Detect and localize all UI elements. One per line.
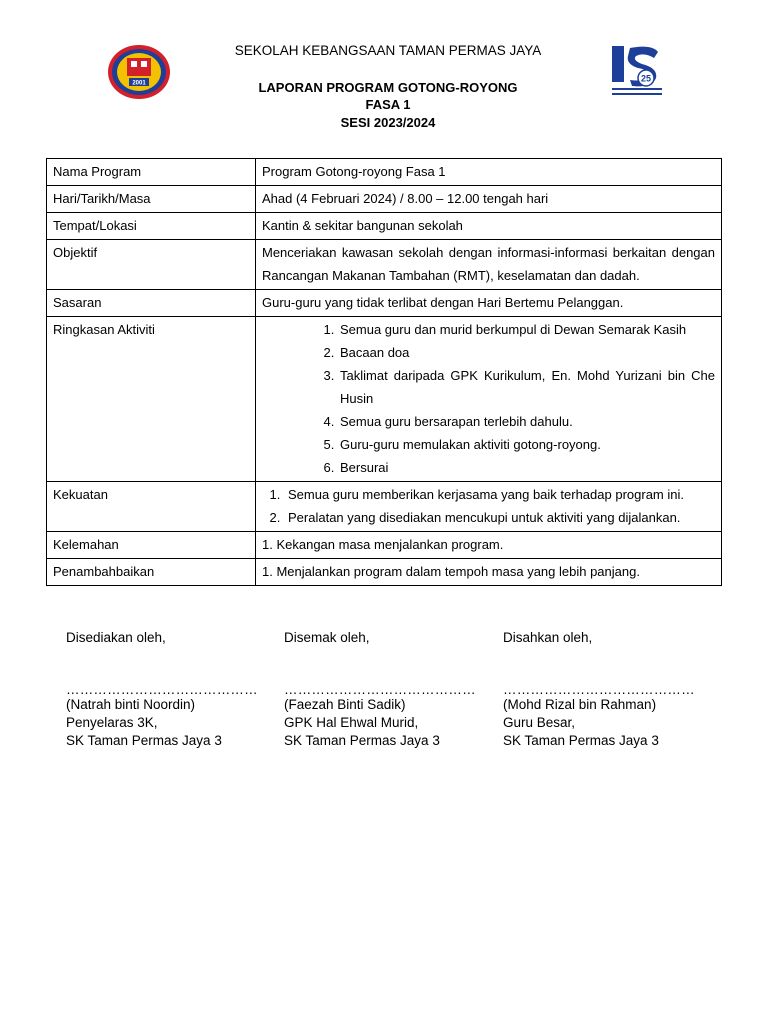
row-value: Kantin & sekitar bangunan sekolah bbox=[256, 213, 722, 240]
list-item: 2. Bacaan doa bbox=[338, 341, 715, 364]
document-header bbox=[0, 0, 768, 150]
row-label: Objektif bbox=[47, 240, 256, 290]
signature-role: Disahkan oleh, bbox=[503, 630, 593, 645]
row-value: Ahad (4 Februari 2024) / 8.00 – 12.00 tengah hari bbox=[256, 186, 722, 213]
table-row bbox=[47, 559, 722, 586]
signature-line: …………………………………… bbox=[284, 682, 476, 697]
signature-checked-by bbox=[284, 628, 504, 750]
table-row bbox=[47, 159, 722, 186]
signatory-position: Penyelaras 3K, bbox=[66, 715, 158, 730]
program-info-table bbox=[46, 158, 722, 586]
row-label: Ringkasan Aktiviti bbox=[47, 317, 256, 482]
signature-line: …………………………………… bbox=[66, 682, 258, 697]
table-row bbox=[47, 482, 722, 532]
signatory-school: SK Taman Permas Jaya 3 bbox=[284, 733, 440, 748]
anniversary-logo bbox=[608, 42, 666, 100]
table-row bbox=[47, 532, 722, 559]
signature-prepared-by bbox=[66, 628, 286, 750]
list-item: 6. Bersurai bbox=[338, 456, 715, 479]
signature-role: Disediakan oleh, bbox=[66, 630, 166, 645]
logo-year-text: 2001 bbox=[132, 80, 146, 87]
signatory-school: SK Taman Permas Jaya 3 bbox=[66, 733, 222, 748]
table-row bbox=[47, 213, 722, 240]
table-row bbox=[47, 317, 722, 482]
row-value: Program Gotong-royong Fasa 1 bbox=[256, 159, 722, 186]
report-title: LAPORAN PROGRAM GOTONG-ROYONG bbox=[258, 80, 518, 95]
row-value: Guru-guru yang tidak terlibat dengan Hari Bertemu Pelanggan. bbox=[256, 290, 722, 317]
logo-number-text: 25 bbox=[640, 73, 652, 84]
signature-line: …………………………………… bbox=[503, 682, 695, 697]
list-item: 4. Semua guru bersarapan terlebih dahulu. bbox=[338, 410, 715, 433]
row-label: Tempat/Lokasi bbox=[47, 213, 256, 240]
row-value bbox=[256, 482, 722, 532]
list-item: 5. Guru-guru memulakan aktiviti gotong-royong. bbox=[338, 433, 715, 456]
row-value: 1. Kekangan masa menjalankan program. bbox=[256, 532, 722, 559]
list-item: 2. Peralatan yang disediakan mencukupi untuk aktiviti yang dijalankan. bbox=[284, 506, 715, 529]
signatory-position: GPK Hal Ehwal Murid, bbox=[284, 715, 419, 730]
signatory-name: (Faezah Binti Sadik) bbox=[284, 697, 406, 712]
signature-section bbox=[66, 628, 746, 758]
report-phase: FASA 1 bbox=[365, 97, 411, 112]
signatory-name: (Mohd Rizal bin Rahman) bbox=[503, 697, 657, 712]
row-label: Kelemahan bbox=[47, 532, 256, 559]
list-item: 1. Semua guru memberikan kerjasama yang baik terhadap program ini. bbox=[284, 483, 715, 506]
school-name: SEKOLAH KEBANGSAAN TAMAN PERMAS JAYA bbox=[234, 43, 542, 58]
list-item: 3. Taklimat daripada GPK Kurikulum, En. Mohd Yurizani bin Che Husin bbox=[338, 364, 715, 410]
signatory-name: (Natrah binti Noordin) bbox=[66, 697, 196, 712]
signatory-school: SK Taman Permas Jaya 3 bbox=[503, 733, 659, 748]
row-value: Menceriakan kawasan sekolah dengan informasi-informasi berkaitan dengan Rancangan Makanan Tambahan (RMT), keselamatan dan dadah. bbox=[256, 240, 722, 290]
list-item: 1. Semua guru dan murid berkumpul di Dewan Semarak Kasih bbox=[338, 318, 715, 341]
row-value: 1. Menjalankan program dalam tempoh masa yang lebih panjang. bbox=[256, 559, 722, 586]
strengths-list bbox=[262, 483, 715, 529]
row-label: Hari/Tarikh/Masa bbox=[47, 186, 256, 213]
signatory-position: Guru Besar, bbox=[503, 715, 576, 730]
row-label: Nama Program bbox=[47, 159, 256, 186]
report-session: SESI 2023/2024 bbox=[340, 115, 436, 130]
row-label: Sasaran bbox=[47, 290, 256, 317]
row-value bbox=[256, 317, 722, 482]
row-label: Penambahbaikan bbox=[47, 559, 256, 586]
signature-role: Disemak oleh, bbox=[284, 630, 370, 645]
row-label: Kekuatan bbox=[47, 482, 256, 532]
activity-list bbox=[262, 318, 715, 479]
table-row bbox=[47, 186, 722, 213]
signature-approved-by bbox=[503, 628, 723, 750]
table-row bbox=[47, 240, 722, 290]
table-row bbox=[47, 290, 722, 317]
